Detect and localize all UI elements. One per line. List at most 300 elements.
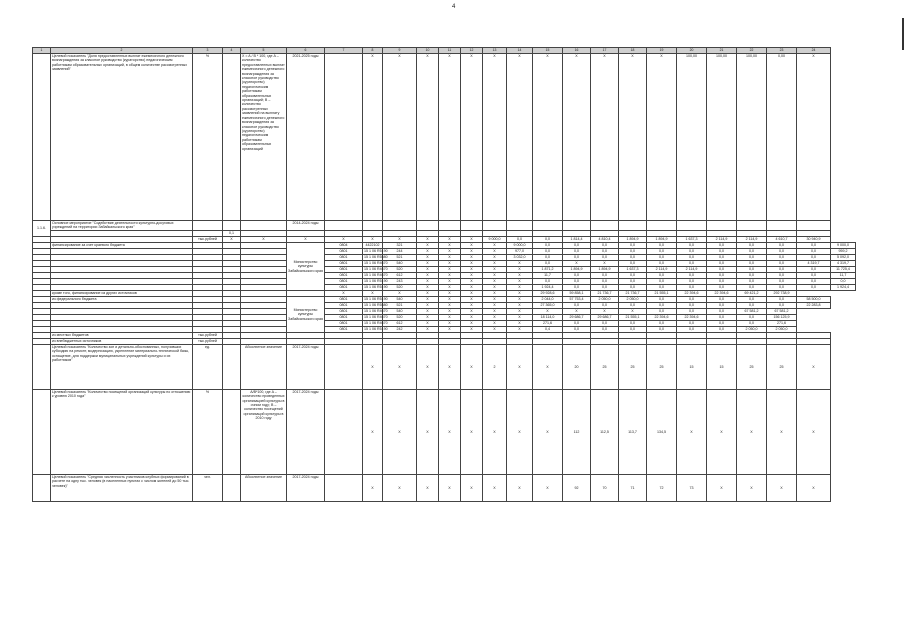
table-cell: Х <box>417 389 439 474</box>
table-cell: Х <box>507 344 533 389</box>
table-cell: Х <box>507 314 533 320</box>
table-cell: Х <box>461 314 483 320</box>
table-cell: 0,0 <box>647 284 677 290</box>
funding-label: кроме того, финансирование из других источников <box>51 290 193 296</box>
table-cell: 0,0 <box>619 248 647 254</box>
table-cell: 2 050,0 <box>591 296 619 302</box>
table-cell: 520 <box>383 314 417 320</box>
table-cell: 521 <box>383 302 417 308</box>
column-number: 20 <box>677 48 707 54</box>
table-cell: Х <box>439 248 461 254</box>
table-cell: 0,0 <box>677 242 707 248</box>
table-cell: 0,0 <box>619 272 647 278</box>
table-cell: 9 000,0 <box>483 236 507 242</box>
funding-label: из внебюджетных источников <box>51 338 193 344</box>
table-cell: Х <box>439 326 461 332</box>
table-cell: 22 394,6 <box>677 314 707 320</box>
table-cell: 540 <box>383 308 417 314</box>
table-cell: 18 114,0 <box>533 314 563 320</box>
column-number: 13 <box>483 48 507 54</box>
table-cell: 21 736,7 <box>591 290 619 296</box>
table-cell: 0,0 <box>767 266 797 272</box>
table-cell: 0,0 <box>707 278 737 284</box>
table-cell: 0,0 <box>767 296 797 302</box>
table-cell: Х <box>797 54 831 221</box>
table-cell: Х <box>591 54 619 221</box>
table-cell: 3 032,0 <box>507 254 533 260</box>
table-cell: 0,0 <box>677 272 707 278</box>
table-cell <box>33 474 51 501</box>
column-number: 2 <box>51 48 193 54</box>
table-cell: 0,0 <box>707 254 737 260</box>
table-cell: Х <box>483 320 507 326</box>
table-cell <box>223 474 241 501</box>
table-cell: 612 <box>383 272 417 278</box>
table-cell: 0,0 <box>591 248 619 254</box>
table-cell: 72 <box>647 474 677 501</box>
table-cell: 0,0 <box>619 284 647 290</box>
table-cell: Х <box>483 302 507 308</box>
table-cell: Х <box>507 296 533 302</box>
table-cell: 29 928,6 <box>533 290 563 296</box>
table-cell: 67 581,2 <box>737 308 767 314</box>
table-cell: 1 924,4 <box>831 284 856 290</box>
table-cell: 243 <box>383 278 417 284</box>
table-cell: 0,0 <box>507 236 533 242</box>
table-cell: Х <box>507 290 533 296</box>
table-cell: Х <box>417 242 439 248</box>
table-cell: 0,0 <box>563 254 591 260</box>
table-cell: 58 500,0 <box>797 296 831 302</box>
table-cell: 0,0 <box>767 272 797 278</box>
table-cell: 0801 <box>325 266 363 272</box>
table-cell: 0,0 <box>797 272 831 278</box>
table-cell: 0,0 <box>647 260 677 266</box>
table-cell: ед. <box>193 344 223 389</box>
table-cell: Х <box>591 308 619 314</box>
table-row <box>33 221 856 231</box>
table-cell: Х <box>707 474 737 501</box>
table-cell: 0,0 <box>647 296 677 302</box>
table-cell: 0,4 <box>533 326 563 332</box>
table-cell: 112,5 <box>591 389 619 474</box>
table-cell: Х <box>363 236 383 242</box>
table-cell: 0,0 <box>797 242 831 248</box>
table-cell: 112 <box>563 389 591 474</box>
table-cell: 15 1 06 R5580 <box>364 302 388 307</box>
table-cell: Х <box>439 302 461 308</box>
table-cell: 21 555,1 <box>647 290 677 296</box>
table-cell: Х <box>483 242 507 248</box>
column-number: 4 <box>223 48 241 54</box>
table-cell <box>737 221 767 231</box>
table-cell: 0,0 <box>767 278 797 284</box>
column-number: 24 <box>797 48 831 54</box>
table-cell: 2017-2024 годы <box>287 474 325 501</box>
table-cell: 0,0 <box>647 308 677 314</box>
table-cell: 15 <box>707 344 737 389</box>
table-cell: 0,0 <box>677 308 707 314</box>
table-cell <box>363 221 383 231</box>
table-cell: 5 092,0 <box>831 254 856 260</box>
table-cell: Х <box>417 266 439 272</box>
column-number: 16 <box>563 48 591 54</box>
table-cell: 21 555,1 <box>619 314 647 320</box>
column-number: 23 <box>767 48 797 54</box>
table-cell: 0,0 <box>677 260 707 266</box>
table-cell: Х <box>461 236 483 242</box>
column-number: 12 <box>461 48 483 54</box>
table-cell: Х <box>417 474 439 501</box>
table-cell: 0801 <box>325 314 363 320</box>
table-cell <box>797 221 831 231</box>
table-cell: Х <box>507 326 533 332</box>
table-cell <box>383 221 417 231</box>
table-cell: 0,0 <box>647 302 677 308</box>
column-number: 21 <box>707 48 737 54</box>
table-cell: Х <box>461 302 483 308</box>
table-cell: Х <box>483 314 507 320</box>
table-cell: 21 736,7 <box>619 290 647 296</box>
table-cell: 0,0 <box>591 284 619 290</box>
table-cell: Х <box>677 389 707 474</box>
table-cell: Х <box>483 389 507 474</box>
table-cell: 0,0 <box>707 248 737 254</box>
table-cell <box>325 54 363 221</box>
table-cell: 0801 <box>325 260 363 266</box>
table-cell: 0,0 <box>707 296 737 302</box>
table-cell: Х <box>417 296 439 302</box>
table-cell: Х <box>417 278 439 284</box>
table-cell: Х <box>483 266 507 272</box>
table-cell: Х <box>507 474 533 501</box>
table-cell: Х <box>507 54 533 221</box>
table-cell: 0801 <box>325 272 363 278</box>
table-cell: 520 <box>383 284 417 290</box>
table-cell: 20 <box>563 344 591 389</box>
table-cell: Х <box>483 326 507 332</box>
table-cell: 4 319,7 <box>797 260 831 266</box>
table-cell: Х <box>483 272 507 278</box>
table-cell: 0,0 <box>677 326 707 332</box>
table-cell: 0,0 <box>707 272 737 278</box>
table-cell: Х <box>707 389 737 474</box>
table-cell: Х <box>533 344 563 389</box>
table-cell <box>223 54 241 221</box>
table-cell: 521 <box>383 254 417 260</box>
table-cell: 0,0 <box>563 320 591 326</box>
table-cell: 0801 <box>325 302 363 308</box>
table-cell: 977,0 <box>507 248 533 254</box>
table-cell: 2 050,0 <box>767 326 797 332</box>
table-cell: Х <box>533 389 563 474</box>
table-cell: 70 <box>591 474 619 501</box>
table-cell: 4 319,7 <box>831 260 856 266</box>
table-cell: Х <box>439 474 461 501</box>
table-row <box>33 344 856 389</box>
table-cell: Х <box>417 314 439 320</box>
table-cell: 25 <box>737 344 767 389</box>
column-number: 6 <box>287 48 325 54</box>
indicator-text: Целевой показатель "Средняя численность участников клубных формирований в расчете на одну тыс. человек (в населенных пунктах с числом жителей до 50 тыс. человек)" <box>51 474 193 501</box>
table-cell: 1.1.6. <box>33 221 51 237</box>
table-cell: 9 000,0 <box>507 242 533 248</box>
table-cell: 0,0 <box>797 248 831 254</box>
table-cell <box>325 221 363 231</box>
table-cell: 15 1 06 R5190 <box>364 326 388 331</box>
table-cell: 0,0 <box>591 302 619 308</box>
table-cell: 15 1 06 R5190 <box>364 296 388 301</box>
table-cell: 612 <box>383 320 417 326</box>
table-cell: 0,0 <box>647 242 677 248</box>
table-cell: 2 044,0 <box>533 296 563 302</box>
funding-label: из федерального бюджета <box>51 296 193 302</box>
column-number: 7 <box>325 48 363 54</box>
table-cell: 0,0 <box>619 326 647 332</box>
table-cell: Х <box>461 272 483 278</box>
table-cell: Х <box>439 242 461 248</box>
table-cell: 0,0 <box>797 278 831 284</box>
table-cell: Х <box>417 326 439 332</box>
table-cell: 0,0 <box>563 278 591 284</box>
table-cell: 0,0 <box>563 284 591 290</box>
table-cell: 0,0 <box>563 272 591 278</box>
table-cell <box>563 221 591 231</box>
indicator-formula: A/B*100, где A – количество проведенных организацией культуры в очном году; B – количество посещений организаций культуры в 2010 году <box>241 389 287 474</box>
table-cell: Х <box>461 320 483 326</box>
table-cell: Х <box>507 389 533 474</box>
table-cell: 113,7 <box>619 389 647 474</box>
table-cell: 0,0 <box>707 266 737 272</box>
table-cell: 0,0 <box>797 284 831 290</box>
table-cell: 0,0 <box>677 278 707 284</box>
table-cell: Х <box>461 242 483 248</box>
funding-label: из местных бюджетов <box>51 332 193 338</box>
table-cell: 0,0 <box>707 326 737 332</box>
table-cell <box>33 389 51 474</box>
table-cell: 15 1 06 R4670 <box>364 260 388 265</box>
table-cell: 0,0 <box>831 278 856 284</box>
table-cell: 25 <box>619 344 647 389</box>
column-number: 1 <box>33 48 51 54</box>
table-cell: Х <box>461 389 483 474</box>
table-cell: тыс.рублей <box>193 332 223 338</box>
table-cell: 2 050,0 <box>619 296 647 302</box>
table-cell: Х <box>383 474 417 501</box>
table-cell: Х <box>483 254 507 260</box>
table-cell: Х <box>507 308 533 314</box>
table-cell: 0,0 <box>591 326 619 332</box>
table-cell: 4422102 <box>363 242 383 248</box>
indicator-formula: Абсолютное значение <box>241 344 287 389</box>
table-cell: 292 738,9 <box>767 290 797 296</box>
table-cell: 22 394,6 <box>707 290 737 296</box>
table-cell <box>591 221 619 231</box>
table-cell: Х <box>461 260 483 266</box>
table-cell: 4 810,4 <box>591 236 619 242</box>
table-cell: 0,0 <box>563 326 591 332</box>
table-cell: Х <box>417 302 439 308</box>
table-cell: Х <box>483 284 507 290</box>
table-cell: Х <box>507 320 533 326</box>
table-cell: 0,0 <box>533 278 563 284</box>
table-cell: Х <box>461 278 483 284</box>
column-number: 9 <box>383 48 417 54</box>
table-cell <box>241 221 287 231</box>
table-cell: 0,0 <box>767 248 797 254</box>
funding-label: финансирование за счет краевого бюджета <box>51 242 193 248</box>
table-cell: 100,00 <box>707 54 737 221</box>
table-cell: 0,0 <box>619 242 647 248</box>
table-cell: 0,0 <box>677 248 707 254</box>
table-cell: Х <box>363 474 383 501</box>
table-cell: 9 000,0 <box>831 242 856 248</box>
table-cell: 0,0 <box>707 242 737 248</box>
table-cell: Х <box>563 260 591 266</box>
table-cell: Х <box>383 290 417 296</box>
table-cell: Х <box>533 474 563 501</box>
table-cell: Х <box>439 284 461 290</box>
table-cell: 15 1 06 R4670 <box>364 314 388 319</box>
table-cell: 25 <box>767 344 797 389</box>
table-cell: Х <box>383 344 417 389</box>
table-cell: Х <box>461 326 483 332</box>
table-cell: 22 394,6 <box>677 290 707 296</box>
table-cell <box>533 221 563 231</box>
table-cell <box>417 221 439 231</box>
table-cell: 92 <box>563 474 591 501</box>
table-cell: 0,0 <box>591 254 619 260</box>
table-cell: 57 753,4 <box>563 296 591 302</box>
table-cell: 0,0 <box>737 284 767 290</box>
table-cell <box>33 344 51 389</box>
table-cell: 0,0 <box>737 296 767 302</box>
table-cell: Х <box>797 389 831 474</box>
table-cell: Х <box>483 260 507 266</box>
table-cell: 0,0 <box>737 320 767 326</box>
table-cell: 22 283,8 <box>797 302 831 308</box>
table-cell: 0,0 <box>737 278 767 284</box>
table-cell: 540 <box>383 296 417 302</box>
table-cell: Х <box>439 308 461 314</box>
table-cell: 2021-2025 годы <box>287 54 325 221</box>
table-cell: Х <box>439 266 461 272</box>
ministry-label: Министерство культуры Забайкальского края <box>287 296 325 332</box>
table-cell: 0,0 <box>707 302 737 308</box>
table-cell: 0,0 <box>677 296 707 302</box>
table-cell: Х <box>483 296 507 302</box>
table-cell: 0,0 <box>591 242 619 248</box>
table-cell: 0,0 <box>619 302 647 308</box>
table-cell: 0,0 <box>767 254 797 260</box>
table-cell: 0801 <box>325 308 363 314</box>
table-cell: Х <box>383 236 417 242</box>
table-cell: Х <box>483 248 507 254</box>
table-cell: Х <box>647 54 677 221</box>
table-cell: 0,0 <box>619 320 647 326</box>
table-cell: Х <box>417 248 439 254</box>
table-cell: Х <box>533 54 563 221</box>
table-cell: 0,0 <box>647 254 677 260</box>
column-number: 8 <box>363 48 383 54</box>
table-cell: Х <box>461 308 483 314</box>
table-cell: 0,0 <box>737 260 767 266</box>
table-cell: 2 <box>483 344 507 389</box>
table-cell: Х <box>461 290 483 296</box>
table-cell: 11,7 <box>533 272 563 278</box>
table-cell: 0,0 <box>767 260 797 266</box>
table-cell: Х <box>461 248 483 254</box>
column-number: 19 <box>647 48 677 54</box>
table-cell: 15 1 06 R5190 <box>364 284 388 289</box>
table-cell <box>461 221 483 231</box>
table-cell: 0,0 <box>707 308 737 314</box>
column-number: 5 <box>241 48 287 54</box>
table-cell: 0,0 <box>677 302 707 308</box>
table-cell: Х <box>439 290 461 296</box>
table-cell: тыс.рублей <box>193 338 223 344</box>
table-cell: 29 686,7 <box>591 314 619 320</box>
table-cell <box>223 389 241 474</box>
table-cell: 100,00 <box>677 54 707 221</box>
table-cell: Х <box>461 54 483 221</box>
column-number: 15 <box>533 48 563 54</box>
table-cell: 0,00 <box>767 54 797 221</box>
table-cell: Х <box>483 278 507 284</box>
table-cell: Х <box>619 54 647 221</box>
table-cell: 0,0 <box>533 254 563 260</box>
table-cell: Х <box>439 278 461 284</box>
table-cell: 0801 <box>325 278 363 284</box>
table-cell: 271,6 <box>533 320 563 326</box>
table-cell <box>325 389 363 474</box>
table-cell: Х <box>507 266 533 272</box>
table-cell: Х <box>461 266 483 272</box>
table-cell: 1 894,9 <box>619 236 647 242</box>
table-cell: 0,0 <box>767 302 797 308</box>
table-cell: Х <box>439 236 461 242</box>
table-cell: 0,0 <box>737 248 767 254</box>
table-cell: 0,0 <box>563 248 591 254</box>
table-cell: Х <box>363 54 383 221</box>
table-cell: Х <box>417 320 439 326</box>
table-cell: 156 125,9 <box>767 314 797 320</box>
table-cell: 15 1 06 R4670 <box>364 320 388 325</box>
table-cell: 0801 <box>325 320 363 326</box>
table-row <box>33 474 856 501</box>
table-cell: Х <box>439 314 461 320</box>
table-cell: Х <box>325 236 363 242</box>
table-cell: Х <box>507 284 533 290</box>
table-cell <box>483 221 507 231</box>
indicator-text: Целевой показатель "Доля предоставленных выплат ежемесячного денежного вознаграждения за классное руководство (кураторство) педагогическим работникам образовательных организаций, в общем количестве рассмотренных заявлений" <box>51 54 193 221</box>
table-cell: чел. <box>193 474 223 501</box>
table-cell: 4 610,7 <box>767 236 797 242</box>
table-cell: Х <box>619 308 647 314</box>
table-cell: 0,0 <box>563 302 591 308</box>
table-cell: Х <box>439 272 461 278</box>
table-cell: Х <box>461 344 483 389</box>
table-cell: 0,0 <box>619 278 647 284</box>
table-cell: 1 924,4 <box>533 284 563 290</box>
table-cell: Х <box>507 302 533 308</box>
table-cell: 0,0 <box>591 278 619 284</box>
table-cell: Х <box>461 296 483 302</box>
table-cell: 2017-2024 годы <box>287 389 325 474</box>
column-number: 22 <box>737 48 767 54</box>
table-cell: 0,0 <box>707 284 737 290</box>
table-cell: 0,0 <box>677 254 707 260</box>
